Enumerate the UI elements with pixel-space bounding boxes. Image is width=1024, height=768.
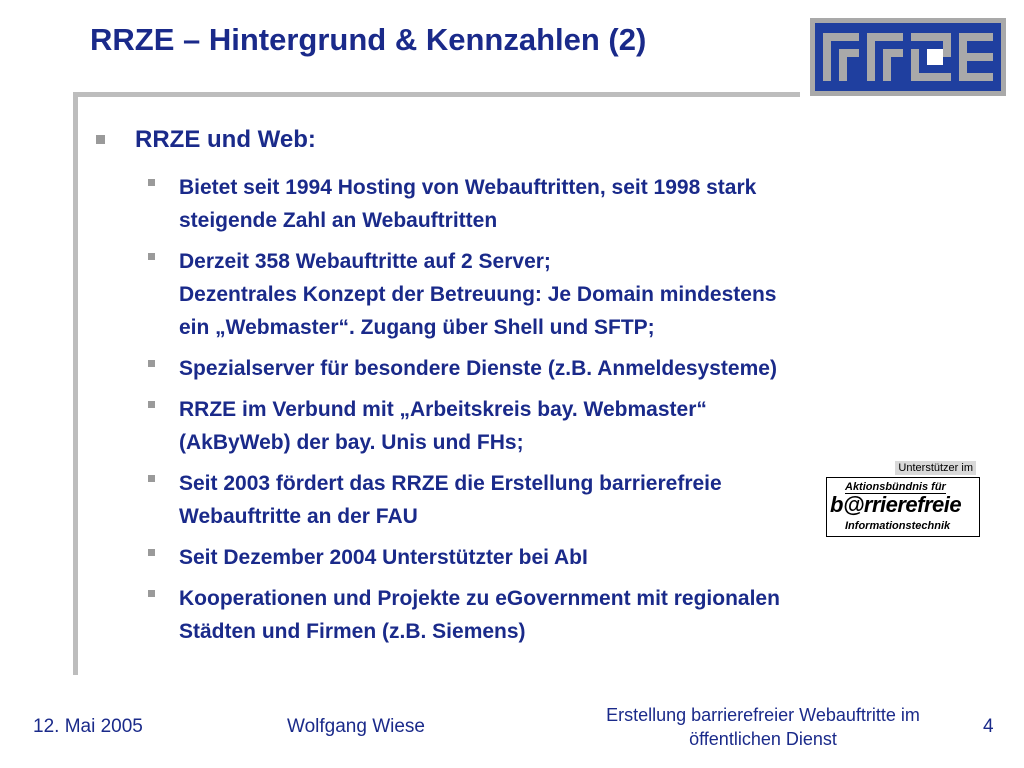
sub-bullet-line: Kooperationen und Projekte zu eGovernment mit regionalen	[179, 587, 780, 610]
sub-bullet-item	[148, 352, 928, 385]
sub-bullet-line: Seit 2003 fördert das RRZE die Erstellung barrierefreie	[179, 472, 722, 495]
sub-bullet-lines	[179, 467, 722, 533]
square-bullet-icon	[148, 253, 155, 260]
sub-bullet-lines	[179, 582, 780, 648]
sub-bullet-line: Seit Dezember 2004 Unterstützter bei AbI	[179, 546, 588, 569]
badge-line1: Aktionsbündnis für	[845, 481, 946, 493]
footer-page-number: 4	[983, 716, 994, 737]
badge-caption: Unterstützer im	[895, 461, 976, 475]
sub-bullet-line: Dezentrales Konzept der Betreuung: Je Domain mindestens	[179, 283, 777, 306]
sub-bullet-line: ein „Webmaster“. Zugang über Shell und SFTP;	[179, 316, 655, 339]
frame-top-border	[73, 92, 800, 97]
footer-talk-line1: Erstellung barrierefreier Webauftritte im	[606, 705, 920, 725]
frame-left-border	[73, 92, 78, 675]
badge-line2: b@rrierefreie	[830, 492, 962, 517]
sub-bullet-item	[148, 393, 928, 459]
footer-talk-line2: öffentlichen Dienst	[689, 729, 837, 749]
slide-title: RRZE – Hintergrund & Kennzahlen (2)	[90, 22, 647, 57]
square-bullet-icon	[148, 401, 155, 408]
square-bullet-icon	[148, 590, 155, 597]
footer-talk-title	[580, 703, 946, 751]
sub-bullet-line: Webauftritte an der FAU	[179, 505, 418, 528]
sub-bullet-lines	[179, 541, 588, 574]
square-bullet-icon	[148, 549, 155, 556]
rrze-logo	[810, 18, 1006, 96]
sub-bullet-lines	[179, 393, 707, 459]
sub-bullet-list	[148, 171, 928, 656]
sub-bullet-item	[148, 541, 928, 574]
square-bullet-icon	[148, 179, 155, 186]
sub-bullet-item	[148, 582, 928, 648]
square-bullet-icon	[148, 360, 155, 367]
sub-bullet-line: Bietet seit 1994 Hosting von Webauftritten, seit 1998 stark	[179, 176, 757, 199]
main-bullet-text: RRZE und Web:	[135, 126, 316, 153]
sub-bullet-lines	[179, 245, 776, 344]
square-bullet-icon	[96, 135, 105, 144]
footer-date: 12. Mai 2005	[33, 716, 143, 737]
sub-bullet-item	[148, 171, 928, 237]
sub-bullet-lines	[179, 171, 756, 237]
main-bullet	[96, 126, 316, 154]
sub-bullet-item	[148, 245, 928, 344]
sub-bullet-item	[148, 467, 928, 533]
badge-line3: Informationstechnik	[845, 520, 951, 532]
sub-bullet-line: Derzeit 358 Webauftritte auf 2 Server;	[179, 250, 551, 273]
abi-supporter-badge	[826, 461, 980, 537]
sub-bullet-line: Spezialserver für besondere Dienste (z.B. Anmeldesysteme)	[179, 357, 777, 380]
sub-bullet-line: RRZE im Verbund mit „Arbeitskreis bay. Webmaster“	[179, 398, 707, 421]
footer-author: Wolfgang Wiese	[287, 716, 425, 737]
badge-box	[826, 477, 980, 537]
sub-bullet-line: Städten und Firmen (z.B. Siemens)	[179, 620, 526, 643]
rrze-logo-icon	[815, 23, 1001, 91]
sub-bullet-line: steigende Zahl an Webauftritten	[179, 209, 498, 232]
square-bullet-icon	[148, 475, 155, 482]
sub-bullet-line: (AkByWeb) der bay. Unis und FHs;	[179, 431, 524, 454]
sub-bullet-lines	[179, 352, 777, 385]
